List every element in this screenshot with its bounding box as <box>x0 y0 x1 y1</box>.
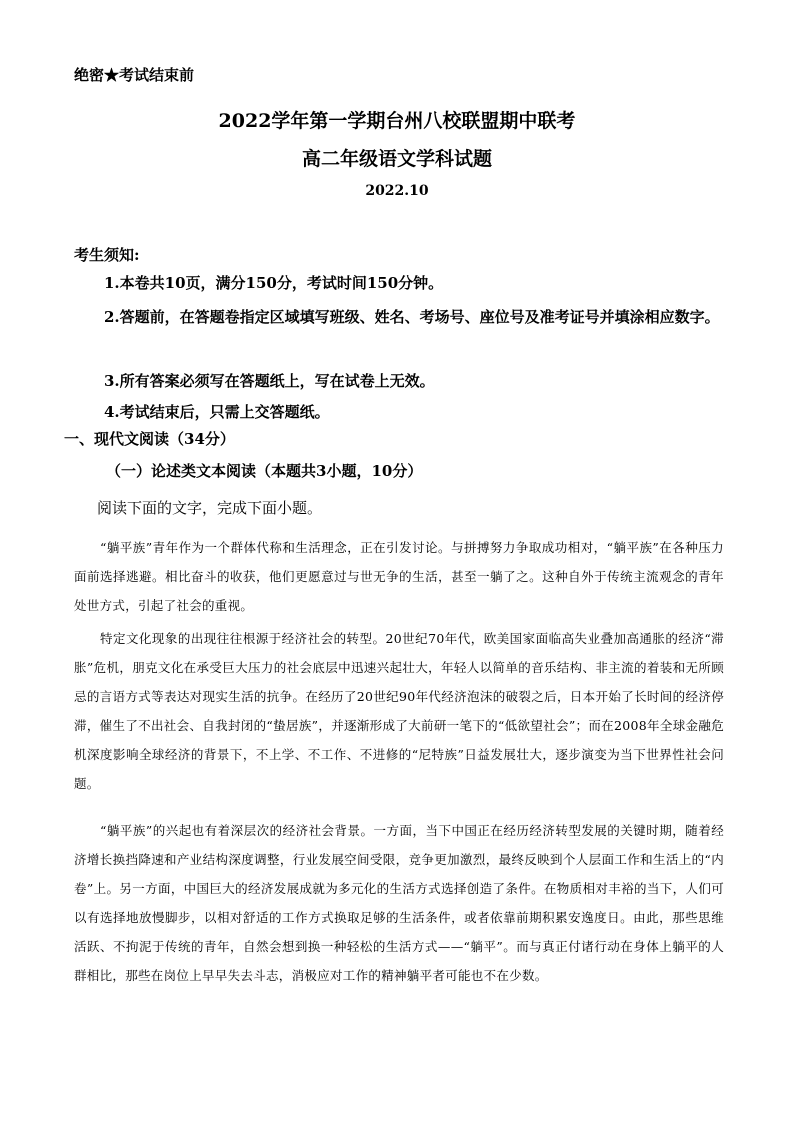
exam-date: 2022.10 <box>365 183 429 199</box>
notice-item: 1.本卷共10页，满分150分，考试时间150分钟。 <box>104 274 444 292</box>
subsection-title: （一）论述类文本阅读（本题共3小题，10分） <box>106 462 423 480</box>
notice-item: 4.考试结束后，只需上交答题纸。 <box>104 403 330 421</box>
notice-heading: 考生须知: <box>74 246 140 264</box>
reading-instruction: 阅读下面的文字，完成下面小题。 <box>97 499 323 517</box>
exam-title: 2022学年第一学期台州八校联盟期中联考 <box>218 110 576 132</box>
notice-item: 3.所有答案必须写在答题纸上，写在试卷上无效。 <box>104 372 435 390</box>
passage-paragraph: “躺平族”的兴起也有着深层次的经济社会背景。一方面，当下中国正在经历经济转型发展的关键时期，随着经济增长换挡降速和产业结构深度调整，行业发展空间受限，竞争更加激烈，最终反映到个人层面工作和生活上的“内卷”上。另一方面，中国巨大的经济发展成就为多元化的生活方式选择创造了条件。在物质相对丰裕的当下，人们可以有选择地放慢脚步，以相对舒适的工作方式换取足够的生活条件，或者依靠前期积累安逸度日。由此，那些思维活跃、不拘泥于传统的青年，自然会想到换一种轻松的生活方式——“躺平”。而与真正付诸行动在身体上躺平的人群相比，那些在岗位上早早失去斗志，消极应对工作的精神躺平者可能也不在少数。 <box>74 823 724 983</box>
passage-paragraph: 特定文化现象的出现往往根源于经济社会的转型。20世纪70年代，欧美国家面临高失业叠加高通胀的经济“滞胀”危机，朋克文化在承受巨大压力的社会底层中迅速兴起壮大，年轻人以简单的音乐结构、非主流的着装和无所顾忌的言语方式等表达对现实生活的抗争。在经历了20世纪90年代经济泡沫的破裂之后，日本开始了长时间的经济停滞，催生了不出社会、自我封闭的“蛰居族”，并逐渐形成了大前研一笔下的“低欲望社会”；而在2008年全球金融危机深度影响全球经济的背景下，不上学、不工作、不进修的“尼特族”日益发展壮大，逐步演变为当下世界性社会问题。 <box>74 631 724 791</box>
section-title: 一、现代文阅读（34分） <box>64 430 235 448</box>
exam-subtitle: 高二年级语文学科试题 <box>301 148 492 170</box>
notice-item: 2.答题前，在答题卷指定区域填写班级、姓名、考场号、座位号及准考证号并填涂相应数字。 <box>104 308 720 326</box>
secret-mark: 绝密★考试结束前 <box>74 66 195 84</box>
passage-paragraph: “躺平族”青年作为一个群体代称和生活理念，正在引发讨论。与拼搏努力争取成功相对，“躺平族”在各种压力面前选择逃避。相比奋斗的收获，他们更愿意过与世无争的生活，甚至一躺了之。这种自外于传统主流观念的青年处世方式，引起了社会的重视。 <box>74 540 724 613</box>
